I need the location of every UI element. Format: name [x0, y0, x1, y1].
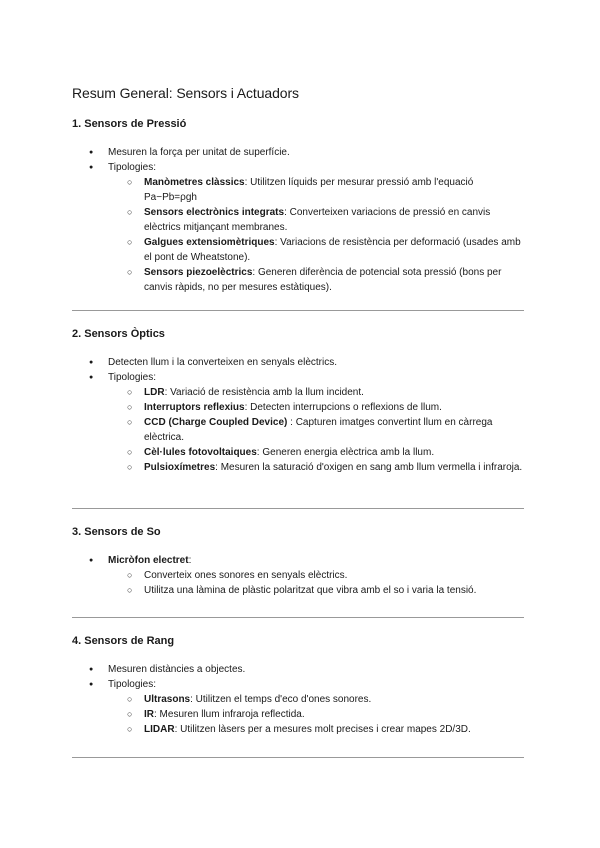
item-term: LIDAR — [144, 724, 175, 735]
divider — [72, 757, 524, 758]
item-term: Manòmetres clàssics — [144, 177, 245, 188]
item-text: : Mesuren llum infraroja reflectida. — [154, 709, 305, 720]
section-heading: 4. Sensors de Rang — [72, 635, 175, 647]
list-item — [108, 460, 527, 475]
item-text: : Converteixen variacions de pressió en canvis elèctrics mitjançant membranes. — [144, 207, 491, 233]
item-term: LDR — [144, 387, 165, 398]
sub-list — [108, 175, 527, 295]
item-term: IR — [144, 709, 154, 720]
list-item: ● Detecten llum i la converteixen en senyals elèctrics. — [72, 355, 527, 370]
section-heading: 1. Sensors de Pressió — [72, 118, 187, 130]
item-term: CCD (Charge Coupled Device) — [144, 417, 288, 428]
list-item — [72, 370, 527, 475]
bullet-list — [72, 145, 527, 295]
list-item: ○ Converteix ones sonores en senyals elèctrics. — [108, 568, 527, 583]
list-item — [108, 400, 527, 415]
bullet-list — [72, 355, 527, 475]
list-item — [72, 553, 527, 598]
list-item — [72, 677, 527, 737]
item-term: Galgues extensiomètriques — [144, 237, 275, 248]
item-text: : Generen energia elèctrica amb la llum. — [256, 447, 435, 458]
list-item — [108, 415, 527, 445]
list-item — [108, 175, 527, 205]
list-item: ○ Utilitza una làmina de plàstic polaritzat que vibra amb el so i varia la tensió. — [108, 583, 527, 598]
item-text: : Utilitzen líquids per mesurar pressió amb l'equació Pa−Pb=ρgh — [144, 177, 474, 203]
item-text: : Variacions de resistència per deformació (usades amb el pont de Wheatstone). — [144, 237, 521, 263]
item-text: : Utilitzen làsers per a mesures molt precises i crear mapes 2D/3D. — [174, 724, 471, 735]
list-item — [108, 692, 527, 707]
item-term: Micròfon electret — [108, 555, 189, 566]
item-term: Cèl·lules fotovoltaiques — [144, 447, 257, 458]
sub-list — [108, 568, 527, 598]
item-term: Ultrasons — [144, 694, 191, 705]
item-term: Sensors piezoelèctrics — [144, 267, 253, 278]
divider — [72, 310, 524, 311]
section-so — [72, 525, 527, 598]
list-item — [108, 235, 527, 265]
divider — [72, 617, 524, 618]
section-pressio — [72, 117, 527, 295]
item-text: : Mesuren la saturació d'oxigen en sang amb llum vermella i infraroja. — [215, 462, 523, 473]
section-rang — [72, 634, 527, 737]
list-item — [72, 160, 527, 295]
sub-list — [108, 385, 527, 475]
item-text: : — [188, 555, 192, 566]
section-heading: 3. Sensors de So — [72, 526, 161, 538]
sub-list — [108, 692, 527, 737]
tipologies-label: Tipologies: — [108, 162, 156, 173]
list-item — [108, 445, 527, 460]
list-item — [108, 722, 527, 737]
item-text: : Capturen imatges convertint llum en càrrega elèctrica. — [144, 417, 493, 443]
list-item — [108, 385, 527, 400]
list-item — [108, 205, 527, 235]
section-optics — [72, 327, 527, 475]
section-heading: 2. Sensors Òptics — [72, 328, 165, 340]
list-item: ● Mesuren distàncies a objectes. — [72, 662, 527, 677]
tipologies-label: Tipologies: — [108, 679, 156, 690]
item-text: : Utilitzen el temps d'eco d'ones sonores. — [190, 694, 372, 705]
list-item — [108, 707, 527, 722]
item-text: : Generen diferència de potencial sota pressió (bons per canvis ràpids, no per mesures estàtiques). — [144, 267, 502, 293]
tipologies-label: Tipologies: — [108, 372, 156, 383]
list-item: ● Mesuren la força per unitat de superfície. — [72, 145, 527, 160]
item-text: : Variació de resistència amb la llum incident. — [164, 387, 364, 398]
bullet-list — [72, 662, 527, 737]
divider — [72, 508, 524, 509]
page-title: Resum General: Sensors i Actuadors — [72, 85, 299, 101]
list-item — [108, 265, 527, 295]
item-term: Interruptors reflexius — [144, 402, 245, 413]
item-term: Sensors electrònics integrats — [144, 207, 285, 218]
item-term: Pulsioxímetres — [144, 462, 216, 473]
item-text: : Detecten interrupcions o reflexions de llum. — [244, 402, 442, 413]
bullet-list — [72, 553, 527, 598]
